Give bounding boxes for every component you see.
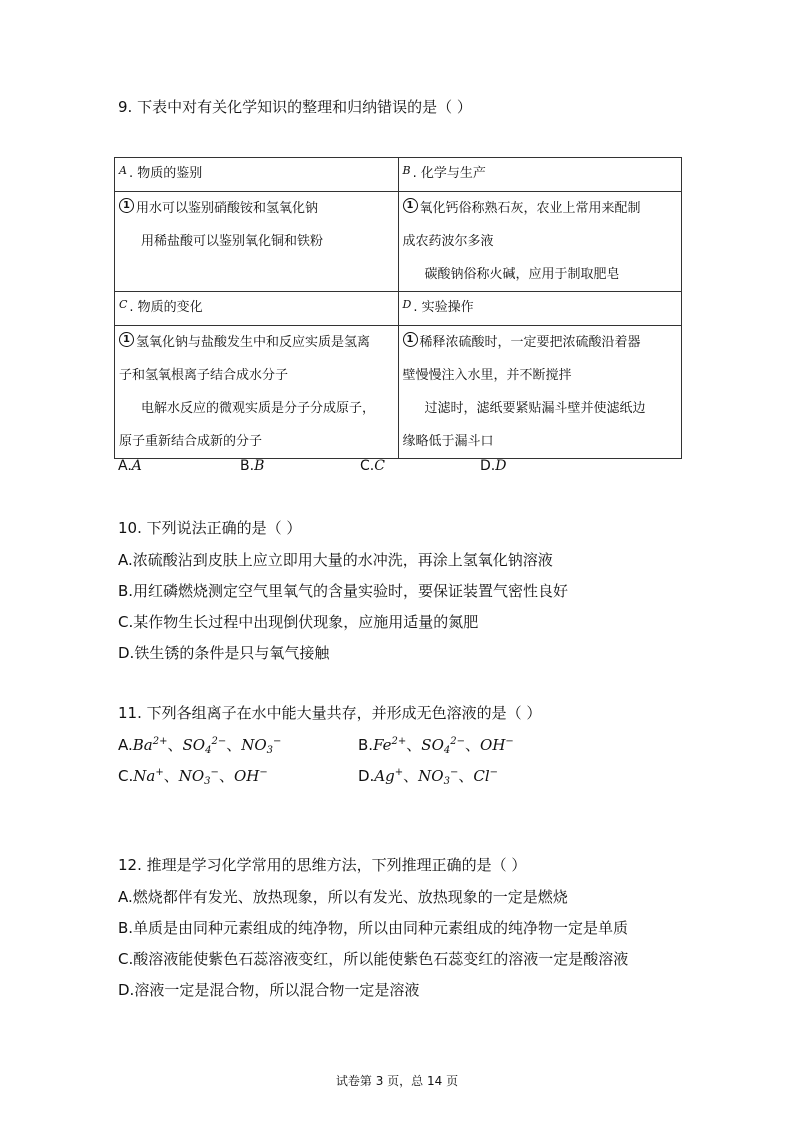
q10-option-d[interactable]: D.铁生锈的条件是只与氧气接触: [118, 644, 330, 662]
circled-number-icon: 1: [119, 198, 134, 213]
question-10-title: 10. 下列说法正确的是（ ）: [118, 519, 302, 537]
question-11-title: 11. 下列各组离子在水中能大量共存，并形成无色溶液的是（ ）: [118, 704, 542, 722]
cell-c-header: $^C$ . 物质的变化: [115, 292, 399, 326]
cell-d-header: $^D$ . 实验操作: [398, 292, 682, 326]
q9-option-b[interactable]: B.B: [240, 458, 265, 474]
cell-b-body: 1 氧化钙俗称熟石灰，农业上常用来配制 成农药波尔多液 碳酸钠俗称火碱，应用于制取肥皂: [398, 192, 682, 292]
knowledge-table: [114, 157, 682, 459]
circled-number-icon: 1: [403, 198, 418, 213]
q12-option-b[interactable]: B.单质是由同种元素组成的纯净物，所以由同种元素组成的纯净物一定是单质: [118, 919, 629, 937]
cell-b-header: $^B$ . 化学与生产: [398, 158, 682, 192]
cell-a-header: $^A$ . 物质的鉴别: [115, 158, 399, 192]
q12-option-a[interactable]: A.燃烧都伴有发光、放热现象，所以有发光、放热现象的一定是燃烧: [118, 888, 568, 906]
cell-c-body: 1 氢氧化钠与盐酸发生中和反应实质是氢离 子和氢氧根离子结合成水分子 电解水反应的微观实质是分子分成原子， 原子重新结合成新的分子: [115, 326, 399, 459]
page-footer: 试卷第 3 页，总 14 页: [335, 1074, 459, 1088]
q9-option-d[interactable]: D.D: [480, 458, 507, 474]
cell-a-body: 1 用水可以鉴别硝酸铵和氢氧化钠 用稀盐酸可以鉴别氧化铜和铁粉: [115, 192, 399, 292]
q10-option-b[interactable]: B.用红磷燃烧测定空气里氧气的含量实验时，要保证装置气密性良好: [118, 582, 569, 600]
q10-option-c[interactable]: C.某作物生长过程中出现倒伏现象，应施用适量的氮肥: [118, 613, 479, 631]
q11-option-a[interactable]: $A.Ba^{2+}$、$SO_4^{2-}$、$NO_3^-$: [118, 736, 282, 756]
q11-option-c[interactable]: C.Na+、$NO_3^-$、OH−: [118, 767, 268, 787]
q12-option-d[interactable]: D.溶液一定是混合物，所以混合物一定是溶液: [118, 981, 420, 999]
circled-number-icon: 1: [119, 332, 134, 347]
q9-option-a[interactable]: A.A: [118, 458, 142, 474]
question-12-title: 12. 推理是学习化学常用的思维方法，下列推理正确的是（ ）: [118, 856, 527, 874]
question-9-title: 9. 下表中对有关化学知识的整理和归纳错误的是（ ）: [118, 98, 472, 116]
q11-option-d[interactable]: D.Ag+、$NO_3^-$、Cl−: [358, 767, 499, 787]
q10-option-a[interactable]: A.浓硫酸沾到皮肤上应立即用大量的水冲洗，再涂上氢氧化钠溶液: [118, 551, 553, 569]
q12-option-c[interactable]: C.酸溶液能使紫色石蕊溶液变红，所以能使紫色石蕊变红的溶液一定是酸溶液: [118, 950, 629, 968]
q9-option-c[interactable]: C.C: [360, 458, 385, 474]
circled-number-icon: 1: [403, 332, 418, 347]
cell-d-body: 1 稀释浓硫酸时，一定要把浓硫酸沿着器 壁慢慢注入水里，并不断搅拌 过滤时，滤纸要紧贴漏斗壁并使滤纸边 缘略低于漏斗口: [398, 326, 682, 459]
q11-option-b[interactable]: $B.Fe^{2+}$、$SO_4^{2-}$、OH−: [358, 736, 514, 756]
